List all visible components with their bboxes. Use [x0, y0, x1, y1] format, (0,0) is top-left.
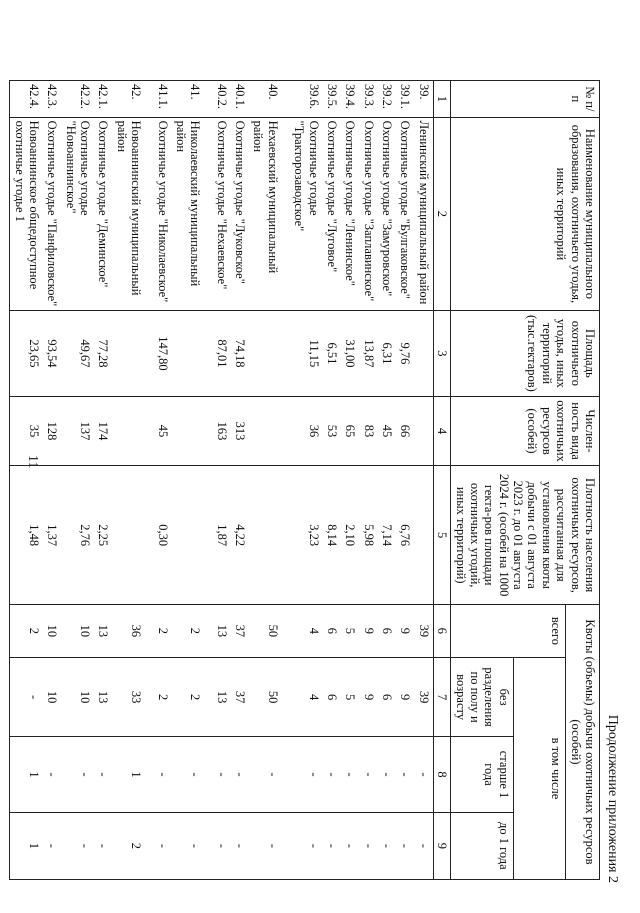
- row-no-sex: 5: [341, 657, 359, 736]
- header-name: Наименование муниципального образования, охотничьего угодья, иных территорий: [451, 117, 600, 311]
- row-no-sex: 13: [212, 657, 230, 736]
- row-older: 1: [10, 737, 43, 812]
- spacer-cell: [204, 396, 212, 466]
- row-area: 93,54: [43, 311, 61, 396]
- table-row: [415, 81, 434, 880]
- row-density: [249, 466, 282, 605]
- row-name: Охотничье угодье "Деминское": [94, 117, 112, 311]
- row-population: 66: [396, 396, 414, 466]
- row-name: Николаевский муниципальный район: [172, 117, 205, 311]
- row-number: 41.: [172, 81, 205, 118]
- spacer-cell: [282, 396, 290, 466]
- row-no-sex: 2: [153, 657, 171, 736]
- spacer-cell: [145, 311, 153, 396]
- row-younger: -: [94, 812, 112, 879]
- row-number: 39.1.: [396, 81, 414, 118]
- row-younger: 1: [10, 812, 43, 879]
- row-population: 174: [94, 396, 112, 466]
- row-younger: -: [61, 812, 94, 879]
- header-density: Плотность населения охотничьих ресурсов, рассчитанная для установления квоты добычи с 01 августа 2023 г. до 01 августа 2024 г. (особей на 1000 гекта-ров площади охотничьих угодий, иных территорий): [451, 466, 600, 605]
- row-older: -: [231, 737, 249, 812]
- row-number: 42.2.: [61, 81, 94, 118]
- page-number: 11: [25, 455, 40, 469]
- col-number: 8: [433, 737, 450, 812]
- row-total: 10: [43, 604, 61, 657]
- row-population: 163: [212, 396, 230, 466]
- row-area: 49,67: [61, 311, 94, 396]
- row-number: 39.5.: [323, 81, 341, 118]
- row-name: Нехаевский муниципальный район: [249, 117, 282, 311]
- row-population: 83: [359, 396, 377, 466]
- row-older: -: [341, 737, 359, 812]
- spacer-cell: [145, 737, 153, 812]
- row-younger: -: [323, 812, 341, 879]
- row-older: -: [172, 737, 205, 812]
- spacer-cell: [282, 311, 290, 396]
- table-row: [113, 81, 146, 880]
- row-density: 1,37: [43, 466, 61, 605]
- table-body: [10, 81, 451, 880]
- row-population: 128: [43, 396, 61, 466]
- row-older: -: [396, 737, 414, 812]
- row-density: 1,87: [212, 466, 230, 605]
- col-number: 1: [433, 81, 450, 118]
- row-population: 45: [378, 396, 396, 466]
- row-density: 7,14: [378, 466, 396, 605]
- row-younger: -: [172, 812, 205, 879]
- row-name: Охотничье угодье "Панфиловское": [43, 117, 61, 311]
- table-row: [10, 81, 43, 880]
- row-no-sex: 37: [231, 657, 249, 736]
- row-total: 9: [359, 604, 377, 657]
- row-number: 39.4.: [341, 81, 359, 118]
- row-older: -: [212, 737, 230, 812]
- spacer-cell: [204, 604, 212, 657]
- row-population: [249, 396, 282, 466]
- header-population: Числен-ность вида охотничьих ресурсов (особей): [451, 396, 600, 466]
- row-total: 39: [415, 604, 434, 657]
- row-younger: -: [212, 812, 230, 879]
- spacer-cell: [145, 117, 153, 311]
- row-population: 313: [231, 396, 249, 466]
- table-row: [249, 81, 282, 880]
- continuation-label: Продолжение приложения 2: [605, 714, 620, 883]
- row-number: 42.3.: [43, 81, 61, 118]
- row-total: 37: [231, 604, 249, 657]
- row-no-sex: 10: [61, 657, 94, 736]
- row-number: 42.4.: [10, 81, 43, 118]
- row-population: [113, 396, 146, 466]
- row-name: Охотничье угодье "Луговое": [323, 117, 341, 311]
- row-population: 45: [153, 396, 171, 466]
- row-total: 5: [341, 604, 359, 657]
- row-density: 2,10: [341, 466, 359, 605]
- row-name: Новоаннинское общедоступное охотничье угодье 1: [10, 117, 43, 311]
- row-number: 40.2.: [212, 81, 230, 118]
- row-name: Охотничье угодье "Тракторозаводское": [290, 117, 323, 311]
- spacer-cell: [204, 657, 212, 736]
- table-row: [172, 81, 205, 880]
- row-no-sex: 13: [94, 657, 112, 736]
- row-number: 40.1.: [231, 81, 249, 118]
- row-density: 2,25: [94, 466, 112, 605]
- row-no-sex: 6: [323, 657, 341, 736]
- row-older: -: [415, 737, 434, 812]
- row-no-sex: 33: [113, 657, 146, 736]
- row-total: 2: [153, 604, 171, 657]
- row-total: 9: [396, 604, 414, 657]
- row-number: 41.1.: [153, 81, 171, 118]
- table-row: [231, 81, 249, 880]
- row-total: 4: [290, 604, 323, 657]
- spacer-cell: [145, 81, 153, 118]
- spacer-cell: [282, 81, 290, 118]
- row-total: 6: [323, 604, 341, 657]
- row-older: 1: [113, 737, 146, 812]
- row-name: Охотничье угодье "Новоаннинское": [61, 117, 94, 311]
- spacer-cell: [282, 737, 290, 812]
- row-no-sex: 9: [359, 657, 377, 736]
- row-number: 39.2.: [378, 81, 396, 118]
- spacer-cell: [145, 657, 153, 736]
- col-number: 9: [433, 812, 450, 879]
- row-name: Охотничье угодье "Нехаевское": [212, 117, 230, 311]
- header-including: в том числе: [513, 657, 566, 879]
- row-younger: -: [43, 812, 61, 879]
- row-total: 13: [212, 604, 230, 657]
- table-row: [212, 81, 230, 880]
- row-area: [113, 311, 146, 396]
- spacer-cell: [282, 466, 290, 605]
- row-older: -: [378, 737, 396, 812]
- row-no-sex: 6: [378, 657, 396, 736]
- spacer-cell: [204, 117, 212, 311]
- row-area: 31,00: [341, 311, 359, 396]
- row-area: 6,31: [378, 311, 396, 396]
- table-row: [359, 81, 377, 880]
- row-area: 13,87: [359, 311, 377, 396]
- row-name: Охотничье угодье "Николаевское": [153, 117, 171, 311]
- row-total: 6: [378, 604, 396, 657]
- row-no-sex: 39: [415, 657, 434, 736]
- row-total: 2: [10, 604, 43, 657]
- row-population: 65: [341, 396, 359, 466]
- row-name: Охотничье угодье "Луковское": [231, 117, 249, 311]
- table-row: [341, 81, 359, 880]
- col-number: 4: [433, 396, 450, 466]
- row-population: 53: [323, 396, 341, 466]
- col-number: 5: [433, 466, 450, 605]
- row-density: 2,76: [61, 466, 94, 605]
- row-number: 40.: [249, 81, 282, 118]
- row-no-sex: 10: [43, 657, 61, 736]
- row-area: [172, 311, 205, 396]
- row-younger: -: [415, 812, 434, 879]
- row-no-sex: 2: [172, 657, 205, 736]
- spacer-cell: [145, 466, 153, 605]
- row-area: 74,18: [231, 311, 249, 396]
- row-name: Охотничье угодье "Ленинское": [341, 117, 359, 311]
- row-density: 4,22: [231, 466, 249, 605]
- column-numbers-row: [433, 81, 450, 880]
- spacer-cell: [204, 812, 212, 879]
- row-older: -: [153, 737, 171, 812]
- row-density: 6,76: [396, 466, 414, 605]
- row-number: 39.6.: [290, 81, 323, 118]
- table-row: [290, 81, 323, 880]
- row-older: -: [249, 737, 282, 812]
- col-number: 6: [433, 604, 450, 657]
- spacer-cell: [282, 117, 290, 311]
- spacer-cell: [145, 812, 153, 879]
- row-younger: -: [341, 812, 359, 879]
- row-population: [172, 396, 205, 466]
- row-area: 6,51: [323, 311, 341, 396]
- table-row: [61, 81, 94, 880]
- row-no-sex: 4: [290, 657, 323, 736]
- row-older: -: [61, 737, 94, 812]
- row-area: 87,01: [212, 311, 230, 396]
- row-name: Новоаннинский муниципальный район: [113, 117, 146, 311]
- header-older: старше 1 года: [451, 737, 514, 812]
- row-number: 42.: [113, 81, 146, 118]
- row-younger: -: [231, 812, 249, 879]
- col-number: 2: [433, 117, 450, 311]
- row-total: 2: [172, 604, 205, 657]
- row-younger: -: [396, 812, 414, 879]
- row-no-sex: 50: [249, 657, 282, 736]
- row-older: -: [94, 737, 112, 812]
- spacer-cell: [145, 396, 153, 466]
- row-younger: 2: [113, 812, 146, 879]
- row-no-sex: -: [10, 657, 43, 736]
- row-younger: -: [153, 812, 171, 879]
- row-area: 77,28: [94, 311, 112, 396]
- col-number: 7: [433, 657, 450, 736]
- spacer-cell: [204, 81, 212, 118]
- row-name: Охотничье угодье "Булгаковское": [396, 117, 414, 311]
- header-total: всего: [451, 604, 566, 657]
- row-no-sex: 9: [396, 657, 414, 736]
- row-density: [172, 466, 205, 605]
- row-population: [415, 396, 434, 466]
- table-row: [396, 81, 414, 880]
- spacer-cell: [204, 737, 212, 812]
- row-density: 8,14: [323, 466, 341, 605]
- row-name: Охотничье угодье "Заплавинское": [359, 117, 377, 311]
- row-area: 147,80: [153, 311, 171, 396]
- row-spacer: [204, 81, 212, 880]
- table-row: [378, 81, 396, 880]
- row-number: 42.1.: [94, 81, 112, 118]
- row-density: 0,30: [153, 466, 171, 605]
- row-number: 39.3.: [359, 81, 377, 118]
- row-population: 137: [61, 396, 94, 466]
- row-area: 11,15: [290, 311, 323, 396]
- row-area: [415, 311, 434, 396]
- row-younger: -: [249, 812, 282, 879]
- header-quotas: Квоты (объемы) добычи охотничьих ресурсов (особей): [566, 604, 600, 879]
- header-younger: до 1 года: [451, 812, 514, 879]
- row-younger: -: [359, 812, 377, 879]
- row-older: -: [290, 737, 323, 812]
- spacer-cell: [282, 657, 290, 736]
- row-number: 39.: [415, 81, 434, 118]
- row-area: 23,65: [10, 311, 43, 396]
- row-total: 36: [113, 604, 146, 657]
- row-area: [249, 311, 282, 396]
- row-spacer: [282, 81, 290, 880]
- header-area: Площадь охотничьего угодья, иных территорий (тыс.гектаров): [451, 311, 600, 396]
- row-density: 1,48: [10, 466, 43, 605]
- row-younger: -: [290, 812, 323, 879]
- table-row: [323, 81, 341, 880]
- row-total: 13: [94, 604, 112, 657]
- col-number: 3: [433, 311, 450, 396]
- row-total: 10: [61, 604, 94, 657]
- row-older: -: [323, 737, 341, 812]
- spacer-cell: [145, 604, 153, 657]
- row-older: -: [359, 737, 377, 812]
- row-population: 35: [10, 396, 43, 466]
- row-density: [113, 466, 146, 605]
- row-older: -: [43, 737, 61, 812]
- row-younger: -: [378, 812, 396, 879]
- row-area: 9,76: [396, 311, 414, 396]
- header-no-sex: без разделения по полу и возрасту: [451, 657, 514, 736]
- row-density: 3,23: [290, 466, 323, 605]
- row-spacer: [145, 81, 153, 880]
- table-row: [43, 81, 61, 880]
- row-density: [415, 466, 434, 605]
- row-total: 50: [249, 604, 282, 657]
- spacer-cell: [282, 604, 290, 657]
- row-name: Охотничье угодье "Замуровское": [378, 117, 396, 311]
- quota-table: [9, 80, 600, 880]
- spacer-cell: [204, 311, 212, 396]
- spacer-cell: [204, 466, 212, 605]
- row-population: 36: [290, 396, 323, 466]
- row-name: Ленинский муниципальный район: [415, 117, 434, 311]
- row-density: 5,98: [359, 466, 377, 605]
- header-num: № п/п: [451, 81, 600, 118]
- spacer-cell: [282, 812, 290, 879]
- table-row: [94, 81, 112, 880]
- table-row: [153, 81, 171, 880]
